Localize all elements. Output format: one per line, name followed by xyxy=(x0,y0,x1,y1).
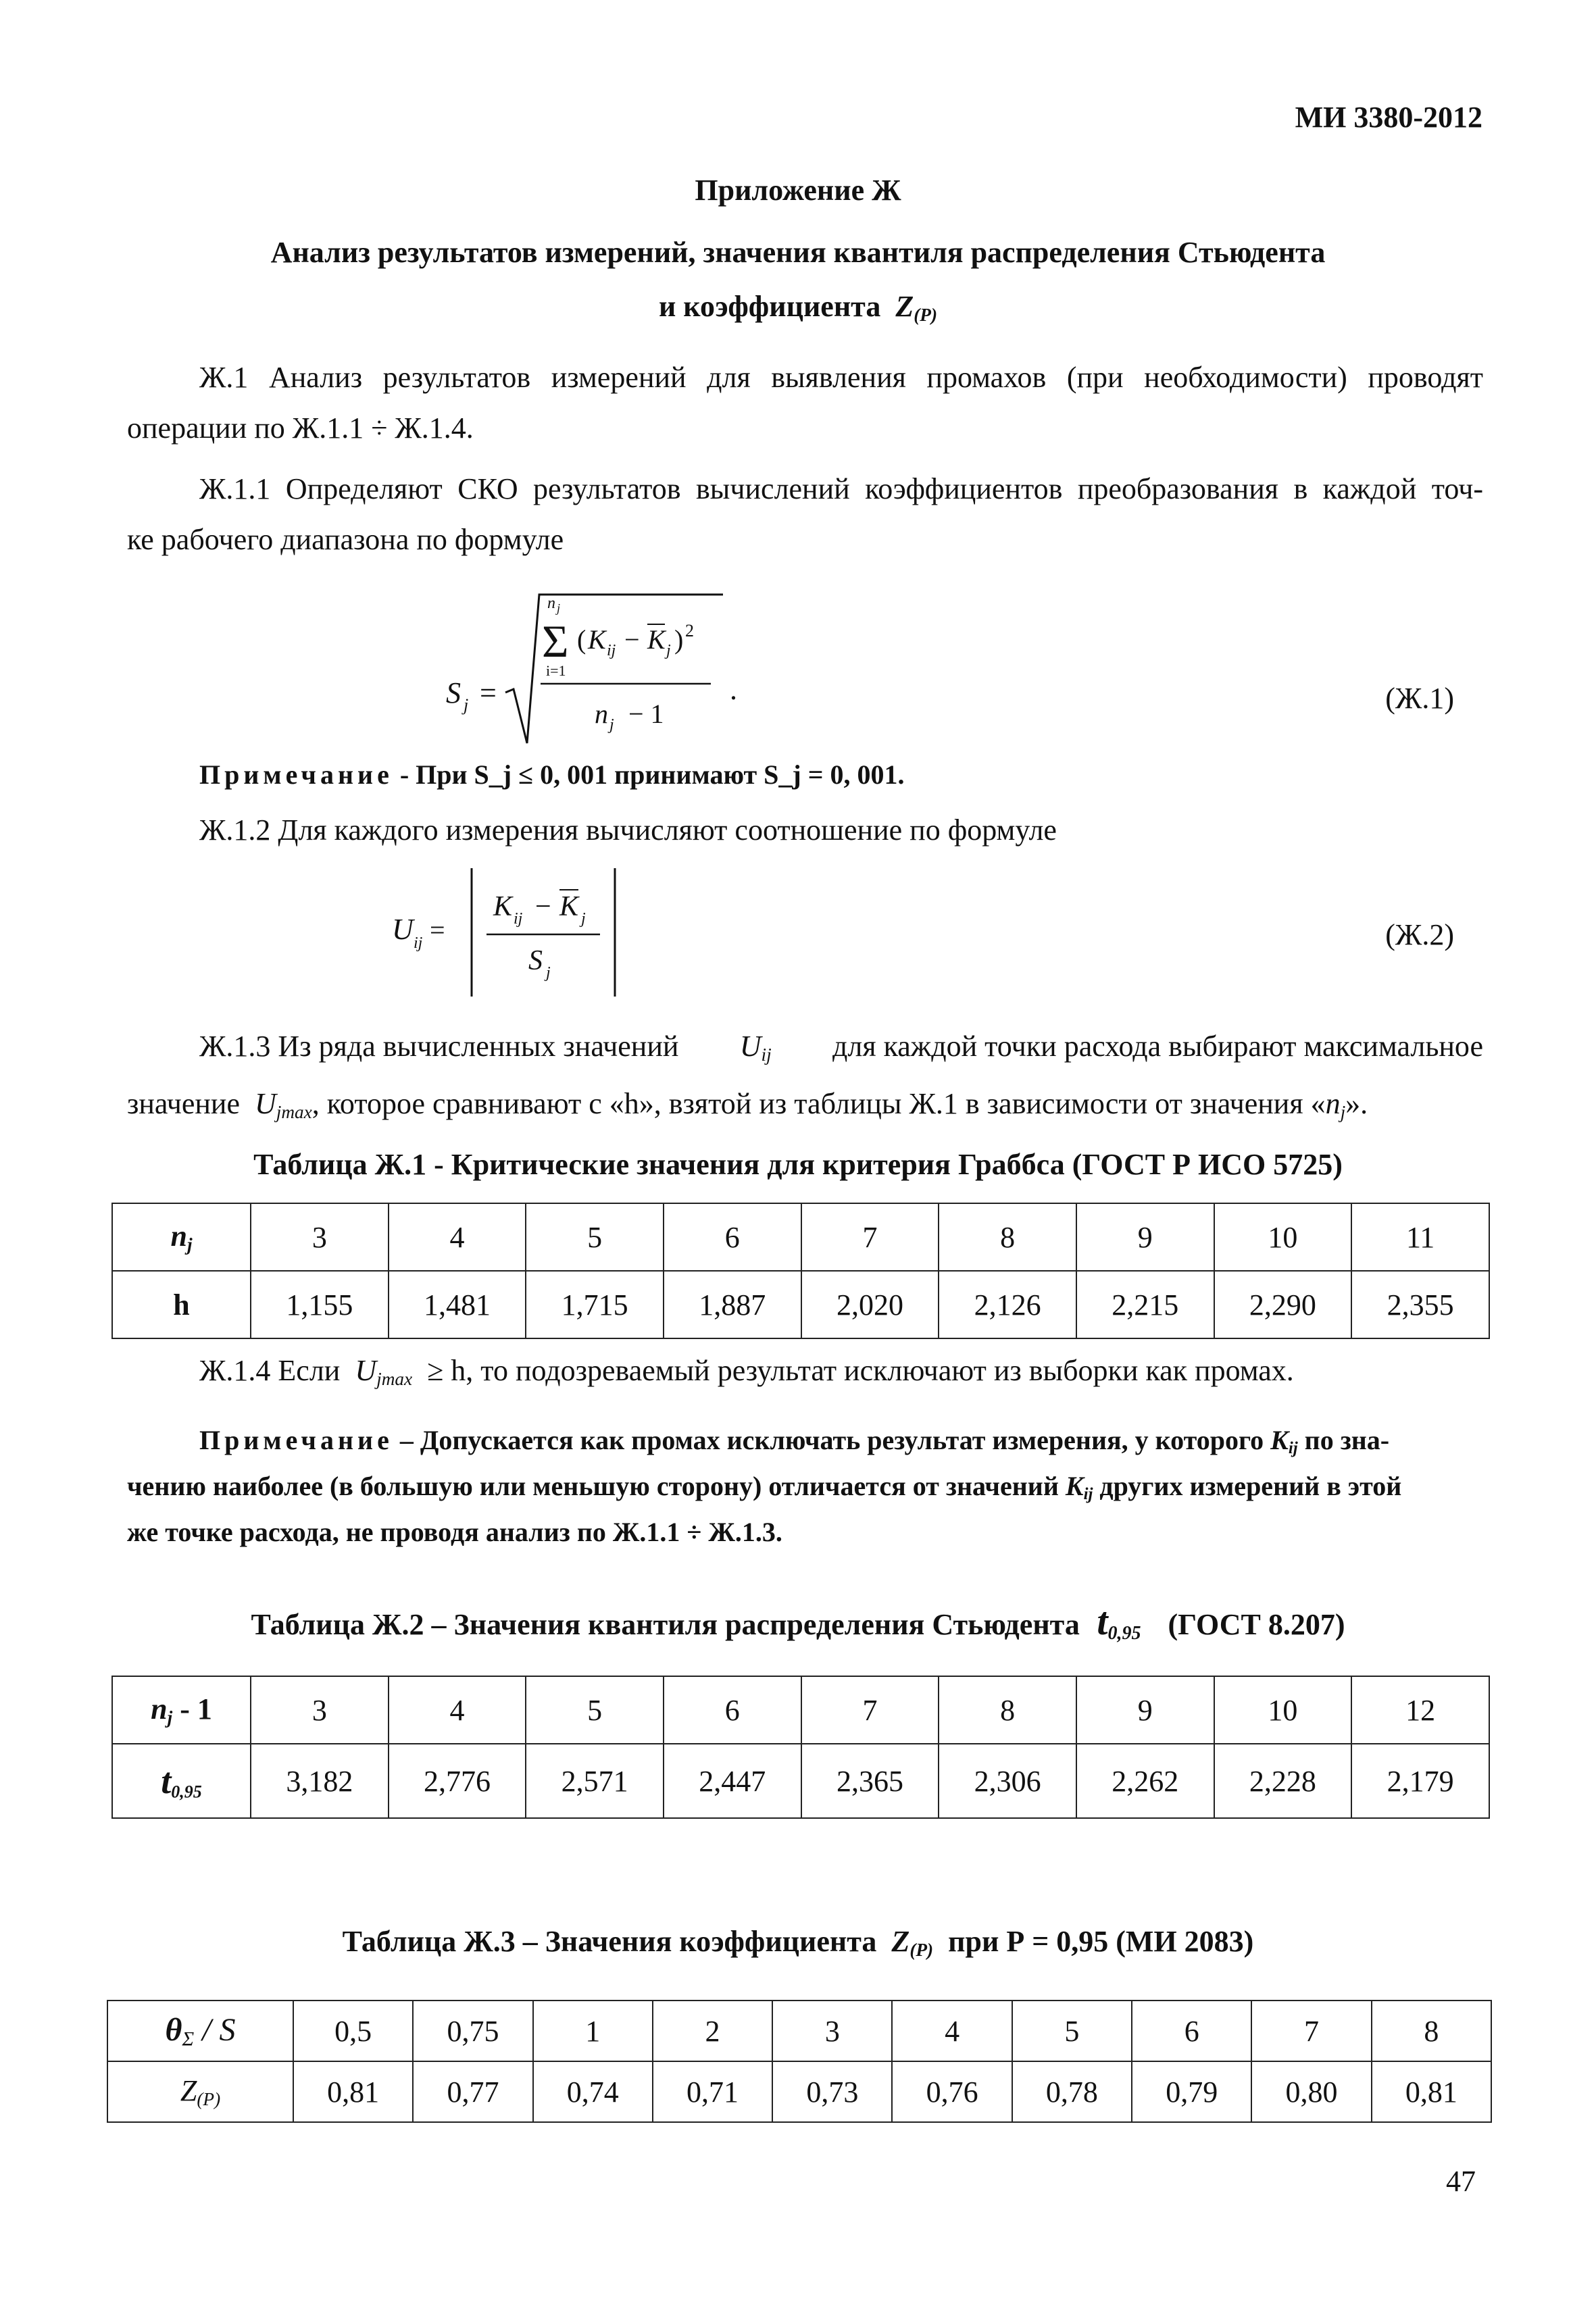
table-cell: 2,228 xyxy=(1214,1744,1352,1818)
svg-text:−: − xyxy=(535,891,551,922)
table-cell: 7 xyxy=(1251,2001,1371,2061)
svg-text:.: . xyxy=(730,673,737,706)
table-cell: 3 xyxy=(251,1203,389,1271)
note-2-text-d: других измерений в этой xyxy=(1099,1471,1402,1501)
para-1-3-text-b: для каждой точки расхода выбирают максимальное xyxy=(832,1030,1483,1063)
table-cell: 10 xyxy=(1214,1676,1352,1744)
table-cell: 3 xyxy=(772,2001,892,2061)
table-cell: 2,447 xyxy=(664,1744,801,1818)
svg-text:Σ: Σ xyxy=(542,615,569,667)
table2-caption xyxy=(0,1591,1596,1652)
table3 xyxy=(107,2000,1492,2123)
svg-text:j: j xyxy=(581,910,586,928)
table1-header-nj: $n_j$ xyxy=(112,1203,251,1271)
svg-text:K: K xyxy=(559,891,579,922)
svg-text:=: = xyxy=(480,676,497,709)
table-cell: 8 xyxy=(939,1676,1076,1744)
svg-text:j: j xyxy=(666,642,671,659)
table-cell: 3 xyxy=(251,1676,389,1744)
table-cell: 2,355 xyxy=(1351,1271,1489,1338)
table-cell: 0,5 xyxy=(293,2001,413,2061)
table-cell: 9 xyxy=(1076,1676,1214,1744)
page-number: 47 xyxy=(1446,2165,1476,2198)
t095-symbol: $t_{0,95}$ xyxy=(1087,1599,1141,1644)
note-1 xyxy=(199,753,905,797)
table-cell: 4 xyxy=(389,1203,526,1271)
table-cell: 1 xyxy=(533,2001,653,2061)
z-symbol: $Z_{(P)}$ xyxy=(888,290,938,325)
appendix-subtitle-line1: Анализ результатов измерений, значения квантиля распределения Стьюдента xyxy=(270,236,1326,269)
svg-text:S: S xyxy=(446,676,461,709)
table-cell: 5 xyxy=(1012,2001,1132,2061)
table-cell: 2,262 xyxy=(1076,1744,1214,1818)
table2-header-nj: $n_j - 1$ xyxy=(112,1676,251,1744)
table-cell: 9 xyxy=(1076,1203,1214,1271)
table-cell: 2 xyxy=(653,2001,772,2061)
table-cell: 12 xyxy=(1351,1676,1489,1744)
svg-text:n: n xyxy=(547,595,555,612)
note-2-text-b: по зна- xyxy=(1304,1425,1390,1455)
table2-caption-b: (ГОСТ 8.207) xyxy=(1168,1608,1345,1641)
table3-caption-a: Таблица Ж.3 – Значения коэффициента xyxy=(342,1925,877,1958)
table-cell: 0,81 xyxy=(1372,2061,1491,2122)
table-cell: 2,306 xyxy=(939,1744,1076,1818)
z-symbol-2: $Z_{(P)}$ xyxy=(884,1925,934,1960)
table3-header-z: $Z_{(P)}$ xyxy=(107,2061,293,2122)
para-1-3-line1 xyxy=(199,1024,1483,1070)
note-2-line2 xyxy=(127,1465,1401,1508)
table-cell: 5 xyxy=(526,1676,664,1744)
table-cell: 7 xyxy=(801,1203,939,1271)
para-1-1-line2: ке рабочего диапазона по формуле xyxy=(127,523,564,556)
table-cell: 0,77 xyxy=(413,2061,532,2122)
table2-row-t xyxy=(112,1744,1489,1818)
svg-text:S: S xyxy=(528,945,543,976)
k-ij-symbol-2: $K_{ij}$ xyxy=(1065,1471,1093,1504)
svg-text:K: K xyxy=(647,624,666,655)
svg-text:ij: ij xyxy=(414,934,423,952)
appendix-subtitle-line2 xyxy=(0,284,1596,330)
svg-text:): ) xyxy=(674,624,684,655)
table-cell: 6 xyxy=(664,1203,801,1271)
formula-2-number: (Ж.2) xyxy=(1385,918,1454,951)
table-cell: 10 xyxy=(1214,1203,1352,1271)
note-2-text-c: чению наиболее (в большую или меньшую сторону) отличается от значений xyxy=(127,1471,1059,1501)
svg-text:U: U xyxy=(392,913,414,946)
table-cell: 1,715 xyxy=(526,1271,664,1338)
table2-row-nj xyxy=(112,1676,1489,1744)
table-cell: 2,571 xyxy=(526,1744,664,1818)
table3-caption xyxy=(0,1919,1596,1965)
svg-text:j: j xyxy=(557,601,561,615)
table-cell: 6 xyxy=(1132,2001,1251,2061)
table2-caption-a: Таблица Ж.2 – Значения квантиля распределения Стьюдента xyxy=(251,1608,1080,1641)
para-1-1-line1: Ж.1.1 Определяют СКО результатов вычислений коэффициентов преобразования в каждой точ- xyxy=(199,472,1483,505)
u-ij-symbol: $U_{ij}$ xyxy=(739,1030,772,1065)
table-cell: 8 xyxy=(939,1203,1076,1271)
note-1-text: - При S_j ≤ 0, 001 принимают S_j = 0, 001. xyxy=(399,759,905,790)
para-1-4-text-a: Ж.1.4 Если xyxy=(199,1354,341,1387)
svg-text:(: ( xyxy=(577,624,587,655)
table-cell: 0,79 xyxy=(1132,2061,1251,2122)
table1-row-h xyxy=(112,1271,1489,1338)
para-1-line1: Ж.1 Анализ результатов измерений для выявления промахов (при необходимости) проводят xyxy=(199,361,1483,394)
table3-caption-b: при Р = 0,95 (МИ 2083) xyxy=(948,1925,1254,1958)
para-1-3-line2 xyxy=(127,1081,1368,1127)
para-1-3-text-c: значение xyxy=(127,1087,240,1120)
table-cell: 0,81 xyxy=(293,2061,413,2122)
document-code: МИ 3380-2012 xyxy=(1295,101,1482,134)
note-2-label: Примечание xyxy=(199,1425,393,1455)
table-cell: 2,215 xyxy=(1076,1271,1214,1338)
table-cell: 2,290 xyxy=(1214,1271,1352,1338)
svg-text:i=1: i=1 xyxy=(546,662,566,679)
table-cell: 0,75 xyxy=(413,2001,532,2061)
n-j-symbol: $n_j$ xyxy=(1325,1087,1346,1122)
para-1-line2: операции по Ж.1.1 ÷ Ж.1.4. xyxy=(127,411,474,445)
svg-text:=: = xyxy=(430,915,445,945)
svg-text:ij: ij xyxy=(607,642,616,659)
formula-1-number: (Ж.1) xyxy=(1385,682,1454,715)
table2-header-t: $t_{0,95}$ xyxy=(112,1744,251,1818)
table-cell: 0,76 xyxy=(892,2061,1012,2122)
table3-header-theta: $\theta_\Sigma$ / S xyxy=(107,2001,293,2061)
table-cell: 2,776 xyxy=(389,1744,526,1818)
svg-text:n: n xyxy=(595,699,608,729)
note-2-line3: же точке расхода, не проводя анализ по Ж.1.1 ÷ Ж.1.3. xyxy=(127,1517,782,1547)
note-2-line1 xyxy=(199,1419,1389,1462)
svg-text:j: j xyxy=(464,695,469,715)
table-cell: 1,887 xyxy=(664,1271,801,1338)
table-cell: 4 xyxy=(892,2001,1012,2061)
table-cell: 7 xyxy=(801,1676,939,1744)
table-cell: 2,020 xyxy=(801,1271,939,1338)
table-cell: 3,182 xyxy=(251,1744,389,1818)
para-1-4-text-b: ≥ h, то подозреваемый результат исключают из выборки как промах. xyxy=(427,1354,1294,1387)
svg-text:j: j xyxy=(609,716,614,734)
note-2-text-a: – Допускается как промах исключать результат измерения, у которого xyxy=(399,1425,1264,1455)
table-cell: 0,73 xyxy=(772,2061,892,2122)
table3-row-theta xyxy=(107,2001,1491,2061)
svg-text:j: j xyxy=(546,964,551,982)
table-cell: 8 xyxy=(1372,2001,1491,2061)
svg-text:2: 2 xyxy=(685,621,694,640)
subtitle-text: и коэффициента xyxy=(658,290,881,323)
note-1-label: Примечание xyxy=(199,759,393,790)
u-jmax-symbol: $U_{jmax}$ xyxy=(247,1087,312,1122)
table-cell: 0,78 xyxy=(1012,2061,1132,2122)
table-cell: 0,80 xyxy=(1251,2061,1371,2122)
table1 xyxy=(111,1203,1490,1339)
table1-header-h: h xyxy=(112,1271,251,1338)
k-ij-symbol: $K_{ij}$ xyxy=(1270,1425,1298,1458)
table-cell: 11 xyxy=(1351,1203,1489,1271)
table2-header-suffix: - 1 xyxy=(180,1692,212,1726)
para-1-4 xyxy=(199,1348,1294,1394)
para-1-3-close: ». xyxy=(1345,1087,1368,1120)
svg-text:− 1: − 1 xyxy=(628,699,664,729)
svg-text:−: − xyxy=(624,624,640,655)
table-cell: 6 xyxy=(664,1676,801,1744)
table3-row-z xyxy=(107,2061,1491,2122)
para-1-2: Ж.1.2 Для каждого измерения вычисляют соотношение по формуле xyxy=(199,813,1057,847)
table-cell: 2,365 xyxy=(801,1744,939,1818)
table-cell: 2,179 xyxy=(1351,1744,1489,1818)
table-cell: 0,74 xyxy=(533,2061,653,2122)
svg-text:K: K xyxy=(493,891,513,922)
appendix-title: Приложение Ж xyxy=(695,174,901,207)
table-cell: 1,155 xyxy=(251,1271,389,1338)
para-1-3-text-a: Ж.1.3 Из ряда вычисленных значений xyxy=(199,1030,679,1063)
table-cell: 0,71 xyxy=(653,2061,772,2122)
formula-uij xyxy=(385,855,642,1003)
table1-caption: Таблица Ж.1 - Критические значения для критерия Граббса (ГОСТ Р ИСО 5725) xyxy=(253,1148,1343,1181)
table-cell: 4 xyxy=(389,1676,526,1744)
table-cell: 5 xyxy=(526,1203,664,1271)
table2 xyxy=(111,1676,1490,1819)
table1-row-nj xyxy=(112,1203,1489,1271)
u-jmax-symbol-2: $U_{jmax}$ xyxy=(347,1354,413,1389)
table-cell: 2,126 xyxy=(939,1271,1076,1338)
svg-text:K: K xyxy=(588,624,606,655)
formula-sj xyxy=(432,581,784,750)
svg-text:ij: ij xyxy=(514,910,523,928)
para-1-3-text-d: , которое сравнивают с «h», взятой из таблицы Ж.1 в зависимости от значения « xyxy=(311,1087,1326,1120)
table-cell: 1,481 xyxy=(389,1271,526,1338)
